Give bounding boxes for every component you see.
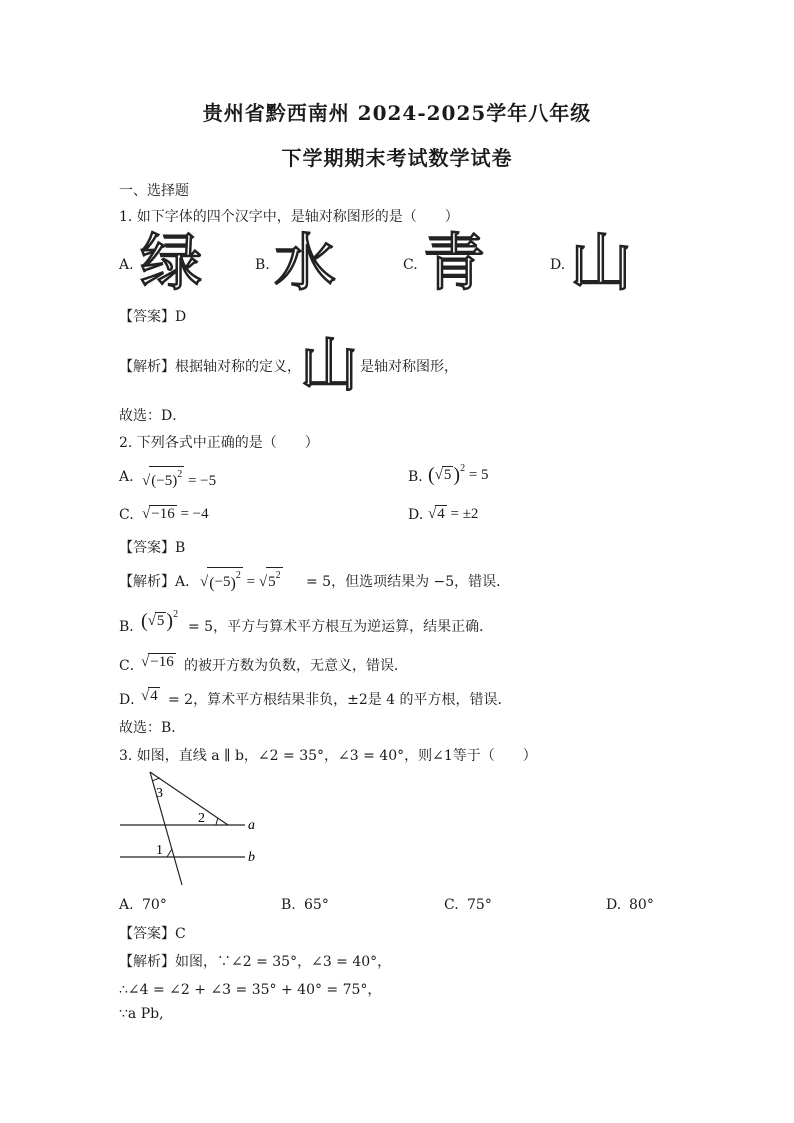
q2-option-a-label: A. [119, 469, 134, 485]
q2-analysis-b-expr: (√5 )$^2$ [141, 609, 179, 632]
q1-stem: 1. 如下字体的四个汉字中，是轴对称图形的是（ ） [119, 209, 459, 225]
q2-option-c-rhs: = −4 [180, 506, 209, 522]
q1-option-c-char: 青 [423, 226, 486, 299]
q2-option-b-label: B. [408, 469, 423, 485]
q2-analysis-d-radicand: 4 [150, 688, 158, 704]
label-b: b [248, 850, 255, 865]
q2-option-a-rhs: = −5 [187, 473, 217, 489]
title-line-2: 下学期期末考试数学试卷 [281, 146, 513, 170]
q2-option-b-rhs: = 5 [468, 467, 489, 483]
q2-option-c-expr: √−16 = −4 [142, 506, 209, 522]
q1-analysis-char: 山 [300, 331, 359, 399]
q2-option-d-rhs: = ±2 [450, 506, 479, 522]
q2-analysis-d-prefix: D． [119, 692, 145, 708]
label-a: a [248, 818, 255, 833]
q2-analysis-c-radicand: −16 [150, 654, 174, 670]
q1-analysis-post: 是轴对称图形， [360, 359, 458, 375]
q2-option-c-radicand: −16 [151, 506, 175, 522]
label-3: 3 [156, 786, 163, 801]
q2-option-b-expr: (√5 )$^2$ = 5 [428, 463, 489, 486]
transversal-line [150, 772, 182, 885]
q1-option-b-label: B. [255, 257, 270, 273]
q3-figure [110, 765, 280, 890]
q1-conclusion: 故选：D． [119, 408, 187, 424]
q1-option-a-label: A. [119, 257, 134, 273]
q2-analysis-c-rest: 的被开方数为负数，无意义，错误． [184, 658, 408, 674]
q2-option-d-radicand: 4 [437, 506, 445, 522]
q3-stem: 3. 如图，直线 a ∥ b，∠2 = 35°，∠3 = 40°，则∠1等于（ ） [119, 748, 537, 764]
label-2: 2 [198, 811, 205, 826]
q2-answer: 【答案】B [119, 540, 186, 556]
q2-analysis-b-rest: = 5，平方与算术平方根互为逆运算，结果正确． [188, 619, 494, 635]
q2-option-d-expr: √4 = ±2 [428, 506, 479, 522]
q3-option-c-label: C. [444, 897, 459, 913]
q3-option-d-value: 80° [629, 897, 654, 913]
q1-option-d-label: D. [550, 257, 566, 273]
q3-analysis-1: 【解析】如图，∵∠2 = 35°，∠3 = 40°， [119, 954, 392, 970]
q3-option-a-value: 70° [142, 897, 167, 913]
q1-option-a-char: 绿 [140, 226, 203, 299]
q1-answer: 【答案】D [119, 309, 187, 325]
q2-analysis-d-expr: √4 [141, 688, 158, 704]
q1-option-c-label: C. [403, 257, 418, 273]
q2-option-d-label: D. [408, 507, 424, 523]
q3-option-b-label: B. [281, 897, 296, 913]
label-1: 1 [156, 843, 163, 858]
q2-analysis-c-expr: √−16 [141, 654, 174, 670]
q3-option-b-value: 65° [304, 897, 329, 913]
q2-conclusion: 故选：B． [119, 720, 186, 736]
q2-option-c-label: C. [119, 507, 134, 523]
q3-analysis-2: ∴∠4 = ∠2 + ∠3 = 35° + 40° = 75°， [119, 982, 382, 998]
q2-analysis-a-eq: = [246, 574, 256, 590]
section-heading: 一、选择题 [119, 183, 189, 199]
q2-option-a-expr: $√(-5)^2 = -5$ [142, 466, 216, 490]
q3-option-d-label: D. [606, 897, 622, 913]
title-line-1: 贵州省黔西南州 2024-2025学年八年级 [202, 101, 592, 125]
q3-option-a-label: A. [119, 897, 134, 913]
q1-analysis-pre: 【解析】根据轴对称的定义， [119, 359, 301, 375]
q2-analysis-a-expr: $√(-5)^2 = √5^2$ [200, 567, 283, 592]
q1-option-d-char: 山 [570, 226, 633, 299]
q3-analysis-3: ∵a Pb, [119, 1006, 164, 1022]
q3-answer: 【答案】C [119, 926, 186, 942]
q3-option-c-value: 75° [467, 897, 492, 913]
q2-analysis-a-rest: = 5，但选项结果为 −5，错误． [306, 574, 511, 590]
q2-analysis-a-prefix: 【解析】A． [119, 574, 200, 590]
q2-analysis-d-rest: = 2，算术平方根结果非负，±2是 4 的平方根，错误． [168, 692, 512, 708]
q2-analysis-c-prefix: C． [119, 658, 144, 674]
q2-analysis-b-prefix: B． [119, 619, 144, 635]
q2-stem: 2. 下列各式中正确的是（ ） [119, 435, 319, 451]
q1-option-b-char: 水 [274, 226, 337, 299]
